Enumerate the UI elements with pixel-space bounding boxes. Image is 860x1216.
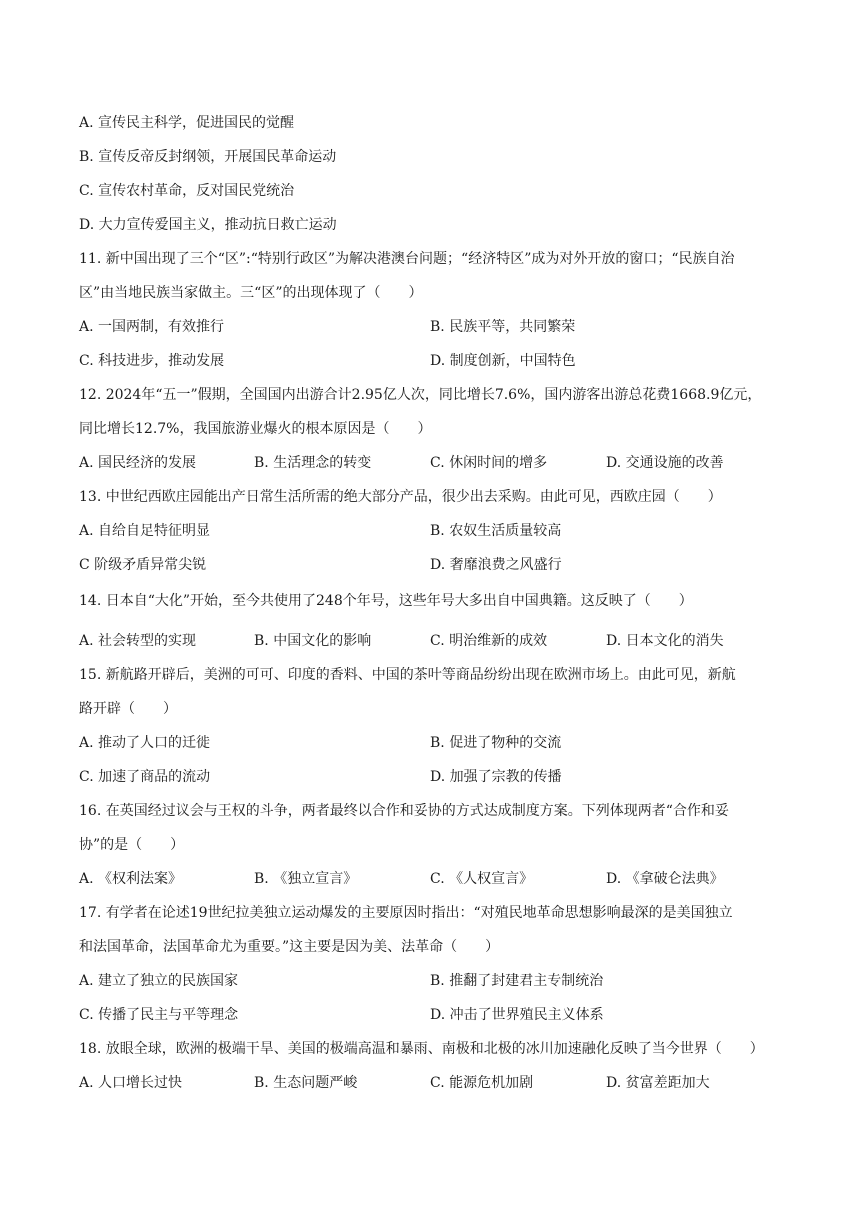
q13-option-c: C 阶级矛盾异常尖锐 (79, 557, 207, 573)
q16-option-d: D. 《拿破仑法典》 (606, 871, 724, 887)
q12-option-c: C. 休闲时间的增多 (430, 455, 548, 471)
q10-option-d: D. 大力宣传爱国主义，推动抗日救亡运动 (79, 217, 337, 233)
q11-option-d: D. 制度创新，中国特色 (430, 353, 576, 369)
q18-stem-line1: 18. 放眼全球，欧洲的极端干旱、美国的极端高温和暴雨、南极和北极的冰川加速融化反映了当今世界（ ） (79, 1041, 764, 1057)
q11-option-a: A. 一国两制，有效推行 (79, 319, 225, 335)
q15-stem-line2: 路开辟（ ） (79, 701, 177, 717)
q12-option-a: A. 国民经济的发展 (79, 455, 197, 471)
q17-option-c: C. 传播了民主与平等理念 (79, 1007, 239, 1023)
q14-option-c: C. 明治维新的成效 (430, 633, 548, 649)
q10-option-b: B. 宣传反帝反封纲领，开展国民革命运动 (79, 149, 337, 165)
q15-option-d: D. 加强了宗教的传播 (430, 769, 562, 785)
q13-stem-line1: 13. 中世纪西欧庄园能出产日常生活所需的绝大部分产品，很少出去采购。由此可见，西欧庄园（ ） (79, 489, 722, 505)
q18-option-a: A. 人口增长过快 (79, 1075, 183, 1091)
q10-option-c: C. 宣传农村革命，反对国民党统治 (79, 183, 295, 199)
q16-stem-line2: 协”的是（ ） (79, 837, 185, 853)
q18-option-d: D. 贫富差距加大 (606, 1075, 710, 1091)
q15-stem-line1: 15. 新航路开辟后，美洲的可可、印度的香料、中国的茶叶等商品纷纷出现在欧洲市场上。由此可见，新航 (79, 667, 736, 683)
q17-stem-line1: 17. 有学者在论述19世纪拉美独立运动爆发的主要原因时指出：“对殖民地革命思想影响最深的是美国独立 (79, 905, 733, 921)
q15-option-a: A. 推动了人口的迁徙 (79, 735, 211, 751)
q11-option-c: C. 科技进步，推动发展 (79, 353, 225, 369)
q17-option-a: A. 建立了独立的民族国家 (79, 973, 239, 989)
q12-option-b: B. 生活理念的转变 (254, 455, 372, 471)
q11-stem-line1: 11. 新中国出现了三个“区”:“特别行政区”为解决港澳台问题；“经济特区”成为对外开放的窗口；“民族自治 (79, 251, 735, 267)
q16-stem-line1: 16. 在英国经过议会与王权的斗争，两者最终以合作和妥协的方式达成制度方案。下列体现两者“合作和妥 (79, 803, 729, 819)
q14-option-d: D. 日本文化的消失 (606, 633, 724, 649)
q11-stem-line2: 区”由当地民族当家做主。三“区”的出现体现了（ ） (79, 285, 423, 301)
q12-stem-line2: 同比增长12.7%，我国旅游业爆火的根本原因是（ ） (79, 421, 432, 437)
q17-stem-line2: 和法国革命，法国革命尤为重要。”这主要是因为美、法革命（ ） (79, 939, 500, 955)
q15-option-c: C. 加速了商品的流动 (79, 769, 211, 785)
q13-option-a: A. 自给自足特征明显 (79, 523, 211, 539)
q12-option-d: D. 交通设施的改善 (606, 455, 724, 471)
q18-option-c: C. 能源危机加剧 (430, 1075, 534, 1091)
q15-option-b: B. 促进了物种的交流 (430, 735, 562, 751)
q17-option-b: B. 推翻了封建君主专制统治 (430, 973, 604, 989)
q11-option-b: B. 民族平等，共同繁荣 (430, 319, 576, 335)
q16-option-b: B. 《独立宣言》 (254, 871, 358, 887)
q12-stem-line1: 12. 2024年“五一”假期，全国国内出游合计2.95亿人次，同比增长7.6%，国内游客出游总花费1668.9亿元， (79, 387, 762, 403)
q18-option-b: B. 生态问题严峻 (254, 1075, 358, 1091)
q16-option-c: C. 《人权宣言》 (430, 871, 534, 887)
q13-option-d: D. 奢靡浪费之风盛行 (430, 557, 562, 573)
q17-option-d: D. 冲击了世界殖民主义体系 (430, 1007, 604, 1023)
q16-option-a: A. 《权利法案》 (79, 871, 183, 887)
q14-option-a: A. 社会转型的实现 (79, 633, 197, 649)
q10-option-a: A. 宣传民主科学，促进国民的觉醒 (79, 115, 295, 131)
q14-option-b: B. 中国文化的影响 (254, 633, 372, 649)
q13-option-b: B. 农奴生活质量较高 (430, 523, 562, 539)
q14-stem-line1: 14. 日本自“大化”开始，至今共使用了248个年号，这些年号大多出自中国典籍。这反映了（ ） (79, 593, 693, 609)
